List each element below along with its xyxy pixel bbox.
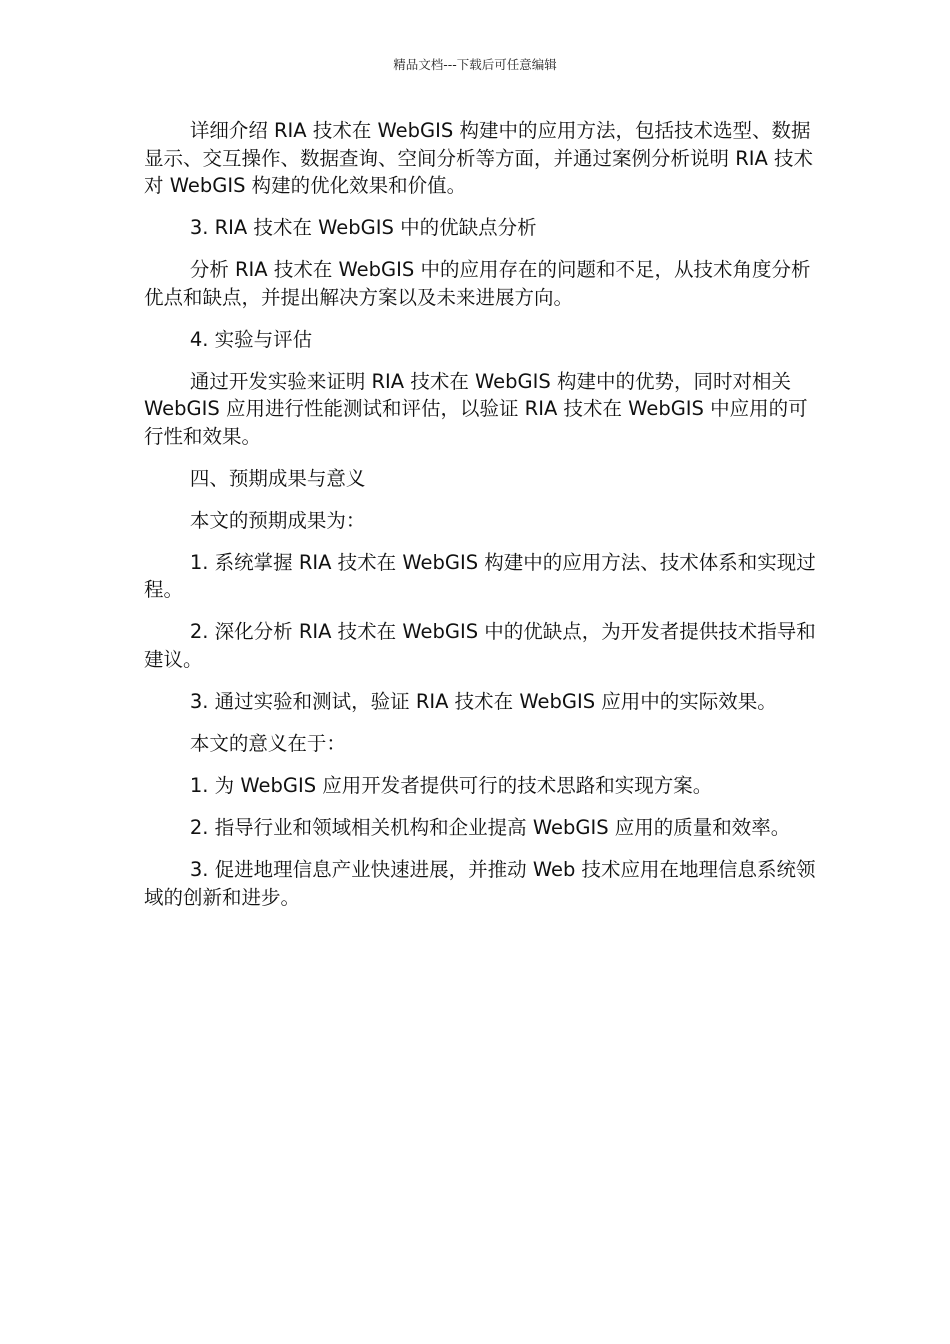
list-item-significance-2: 2. 指导行业和领域相关机构和企业提高 WebGIS 应用的质量和效率。	[189, 815, 791, 839]
document-body	[144, 117, 816, 926]
list-item-result-1: 1. 系统掌握 RIA 技术在 WebGIS 构建中的应用方法、技术体系和实现过程。	[144, 550, 816, 602]
paragraph-significance-intro: 本文的意义在于：	[189, 732, 346, 755]
list-item-result-3: 3. 通过实验和测试，验证 RIA 技术在 WebGIS 应用中的实际效果。	[189, 690, 777, 714]
list-item-significance-1: 1. 为 WebGIS 应用开发者提供可行的技术思路和实现方案。	[189, 773, 713, 797]
page-header: 精品文档---下载后可任意编辑	[393, 57, 557, 72]
paragraph-results-intro: 本文的预期成果为：	[189, 508, 366, 532]
list-item-significance-3: 3. 促进地理信息产业快速进展，并推动 Web 技术应用在地理信息系统领域的创新和进步。	[144, 857, 816, 909]
paragraph-experiment: 通过开发实验来证明 RIA 技术在 WebGIS 构建中的优势，同时对相关 WebGIS 应用进行性能测试和评估，以验证 RIA 技术在 WebGIS 中应用的可行性和效果。	[144, 369, 808, 448]
heading-pros-cons: 3. RIA 技术在 WebGIS 中的优缺点分析	[189, 216, 537, 240]
paragraph-intro-method: 详细介绍 RIA 技术在 WebGIS 构建中的应用方法，包括技术选型、数据显示、交互操作、数据查询、空间分析等方面，并通过案例分析说明 RIA 技术对 WebGIS 构建的优化效果和价值。	[144, 119, 814, 198]
heading-expected-results: 四、预期成果与意义	[189, 466, 366, 490]
heading-experiment: 4. 实验与评估	[189, 327, 313, 351]
list-item-result-2: 2. 深化分析 RIA 技术在 WebGIS 中的优缺点，为开发者提供技术指导和建议。	[144, 620, 816, 672]
paragraph-pros-cons: 分析 RIA 技术在 WebGIS 中的应用存在的问题和不足，从技术角度分析优点和缺点，并提出解决方案以及未来进展方向。	[144, 258, 811, 309]
